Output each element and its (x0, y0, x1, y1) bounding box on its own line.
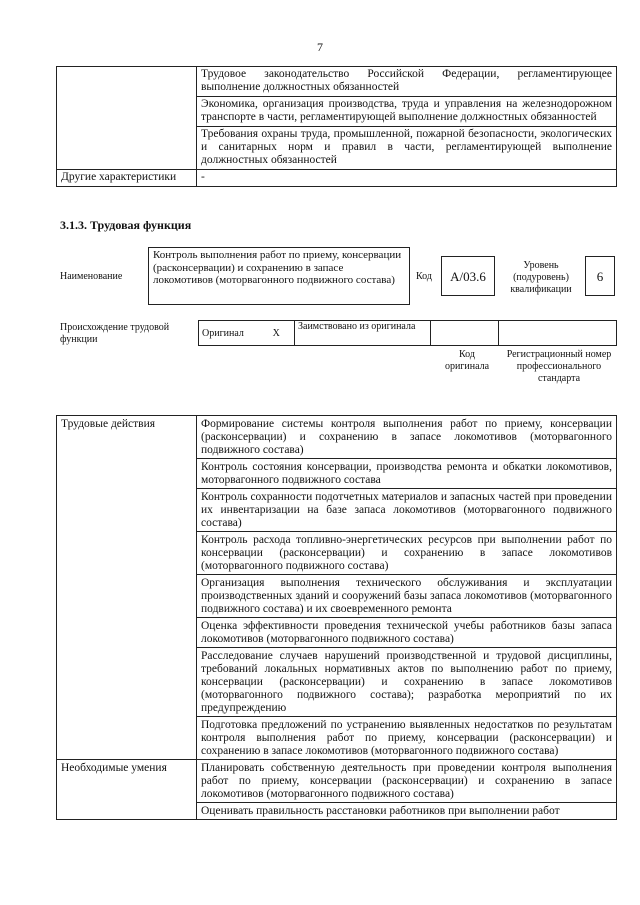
original-mark: X (259, 321, 295, 346)
level-label: Уровень (подуровень) квалификации (510, 260, 572, 295)
skill: Планировать собственную деятельность при проведении контроля выполнения работ по приему, консервации (расконсервации) и сохранению в запасе локомотивов (моторвагонного подвижного состава) (197, 760, 617, 803)
original-code-caption: Код оригинала (444, 349, 490, 372)
labor-action: Формирование системы контроля выполнения работ по приему, консервации (расконсервации) и сохранению в запасе локомотивов (моторвагонного подвижного состава) (197, 416, 617, 459)
name-label: Наименование (60, 271, 123, 282)
table-row (57, 170, 617, 187)
borrowed-label: Заимствовано из оригинала (295, 321, 431, 346)
row-text: Требования охраны труда, промышленной, пожарной безопасности, экологических и санитарных норм и правил в части, регламентирующей выполнение должностных обязанностей (197, 127, 617, 170)
section-title: 3.1.3. Трудовая функция (60, 218, 192, 232)
original-code-cell (431, 321, 499, 346)
row-label (57, 97, 197, 127)
row-text: Экономика, организация производства, труда и управления на железнодорожном транспорте в части, регламентирующей выполнение должностных обязанностей (197, 97, 617, 127)
labor-action: Контроль состояния консервации, производства ремонта и обкатки локомотивов, моторвагонного подвижного состава (197, 459, 617, 489)
labor-action: Подготовка предложений по устранению выявленных недостатков по результатам контроля выполнения работ по приему, консервации (расконсервации) и сохранению в запасе локомотивов (моторвагонного подвижного состава) (197, 717, 617, 760)
labor-action: Организация выполнения технического обслуживания и эксплуатации производственных зданий и сооружений базы запаса локомотивов (моторвагонного подвижного состава) и их своевременного ремонта (197, 575, 617, 618)
other-characteristics-value: - (197, 170, 617, 187)
skill: Оценивать правильность расстановки работников при выполнении работ (197, 803, 617, 820)
table-row (199, 321, 617, 346)
reg-number-cell (499, 321, 617, 346)
labor-actions-label: Трудовые действия (57, 416, 197, 760)
code-value: A/03.6 (441, 256, 495, 296)
labor-action: Расследование случаев нарушений производственной и трудовой дисциплины, требований локальных нормативных актов по выполнению работ по приему, консервации (расконсервации) и сохранению в запасе локомотивов (моторвагонного подвижного состава); разработка мероприятий по их предупреждению (197, 648, 617, 717)
table-row (57, 760, 617, 803)
other-characteristics-label: Другие характеристики (57, 170, 197, 187)
knowledge-table (56, 66, 617, 187)
row-label (57, 67, 197, 97)
origin-table (198, 320, 617, 346)
origin-label: Происхождение трудовой функции (60, 322, 170, 345)
table-row (57, 97, 617, 127)
labor-action: Оценка эффективности проведения технической учебы работников базы запаса локомотивов (моторвагонного подвижного состава) (197, 618, 617, 648)
table-row (57, 416, 617, 459)
skills-label: Необходимые умения (57, 760, 197, 820)
labor-action: Контроль расхода топливно-энергетических ресурсов при выполнении работ по консервации (расконсервации) и сохранению в запасе локомотивов (моторвагонного подвижного состава) (197, 532, 617, 575)
table-row (57, 127, 617, 170)
code-label: Код (416, 271, 432, 282)
table-row (57, 67, 617, 97)
labor-function-table (56, 415, 617, 820)
reg-number-caption: Регистрационный номер профессионального стандарта (506, 349, 612, 384)
row-label (57, 127, 197, 170)
name-value: Контроль выполнения работ по приему, консервации (расконсервации) и сохранению в запасе локомотивов (моторвагонного подвижного состава) (148, 247, 410, 305)
page-number: 7 (317, 40, 323, 54)
row-text: Трудовое законодательство Российской Федерации, регламентирующее выполнение должностных обязанностей (197, 67, 617, 97)
original-label: Оригинал (199, 321, 259, 346)
labor-action: Контроль сохранности подотчетных материалов и запасных частей при проведении их инвентаризации на базе запаса локомотивов (моторвагонного подвижного состава) (197, 489, 617, 532)
level-value: 6 (585, 256, 615, 296)
